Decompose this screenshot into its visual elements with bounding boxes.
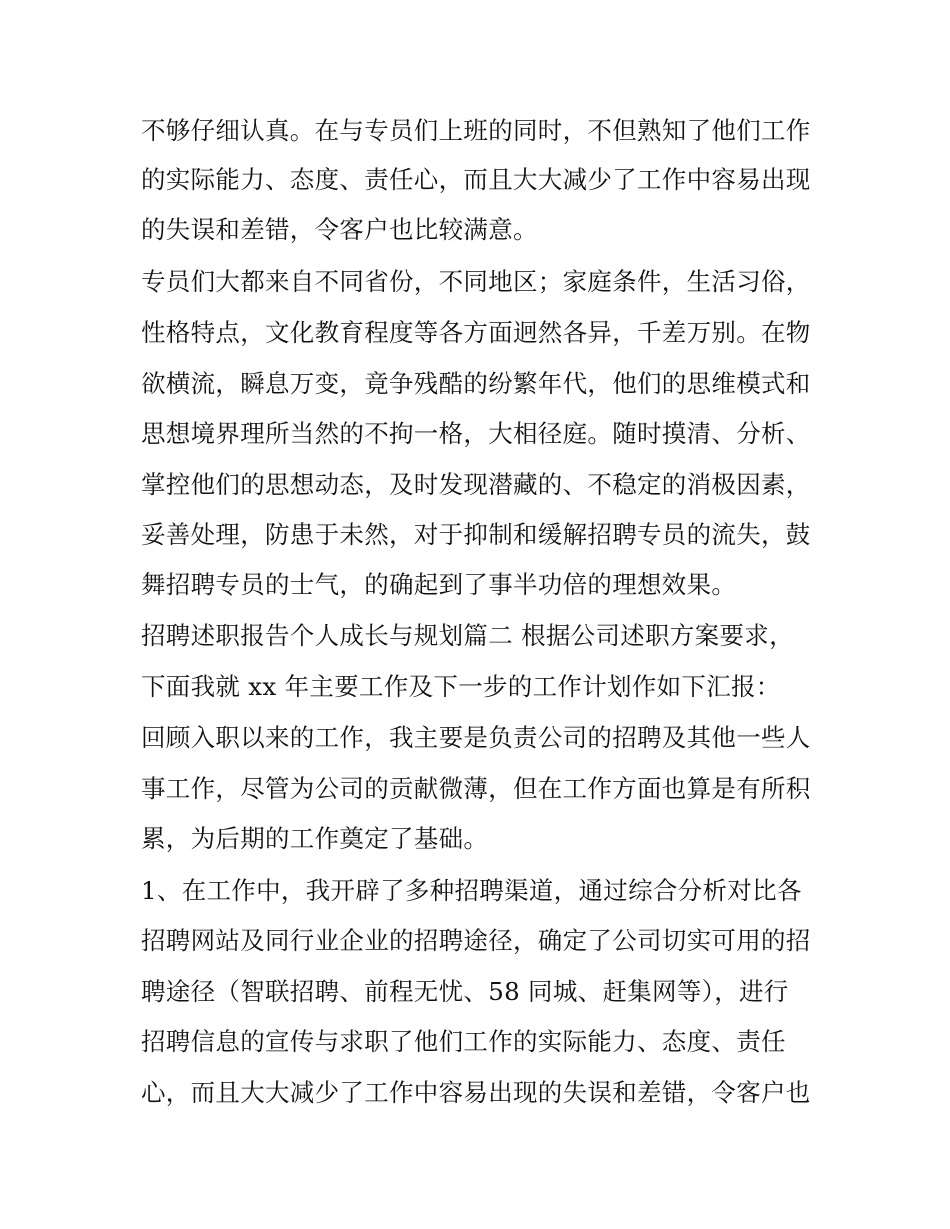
text-line: 的实际能力、态度、责任心，而且大大减少了工作中容易出现 <box>141 165 811 194</box>
text-line: 妥善处理，防患于未然，对于抑制和缓解招聘专员的流失，鼓 <box>141 520 811 549</box>
text-line: 心，而且大大减少了工作中容易出现的失误和差错，令客户也 <box>141 1078 811 1107</box>
text-line: 下面我就 xx 年主要工作及下一步的工作计划作如下汇报： <box>141 672 781 701</box>
text-line: 性格特点，文化教育程度等各方面迥然各异，千差万别。在物 <box>141 318 811 347</box>
text-line: 不够仔细认真。在与专员们上班的同时，不但熟知了他们工作 <box>141 116 811 145</box>
text-line: 事工作，尽管为公司的贡献微薄，但在工作方面也算是有所积 <box>141 774 811 803</box>
text-line: 1、在工作中，我开辟了多种招聘渠道，通过综合分析对比各 <box>141 876 802 905</box>
text-line: 累，为后期的工作奠定了基础。 <box>141 824 489 853</box>
text-line: 招聘信息的宣传与求职了他们工作的实际能力、态度、责任 <box>141 1027 786 1056</box>
text-line: 专员们大都来自不同省份，不同地区；家庭条件，生活习俗， <box>141 267 811 296</box>
text-line: 聘途径（智联招聘、前程无忧、58 同城、赶集网等），进行 <box>141 977 789 1006</box>
text-line: 思想境界理所当然的不拘一格，大相径庭。随时摸清、分析、 <box>141 419 811 448</box>
text-line: 招聘述职报告个人成长与规划篇二 根据公司述职方案要求， <box>141 621 794 650</box>
text-line: 欲横流，瞬息万变，竟争残酷的纷繁年代，他们的思维模式和 <box>141 369 811 398</box>
text-line: 的失误和差错，令客户也比较满意。 <box>141 215 538 244</box>
text-line: 掌控他们的思想动态，及时发现潜藏的、不稳定的消极因素， <box>141 470 811 499</box>
text-line: 招聘网站及同行业企业的招聘途径，确定了公司切实可用的招 <box>141 926 811 955</box>
text-line: 舞招聘专员的士气，的确起到了事半功倍的理想效果。 <box>141 570 737 599</box>
text-line: 回顾入职以来的工作，我主要是负责公司的招聘及其他一些人 <box>141 723 811 752</box>
